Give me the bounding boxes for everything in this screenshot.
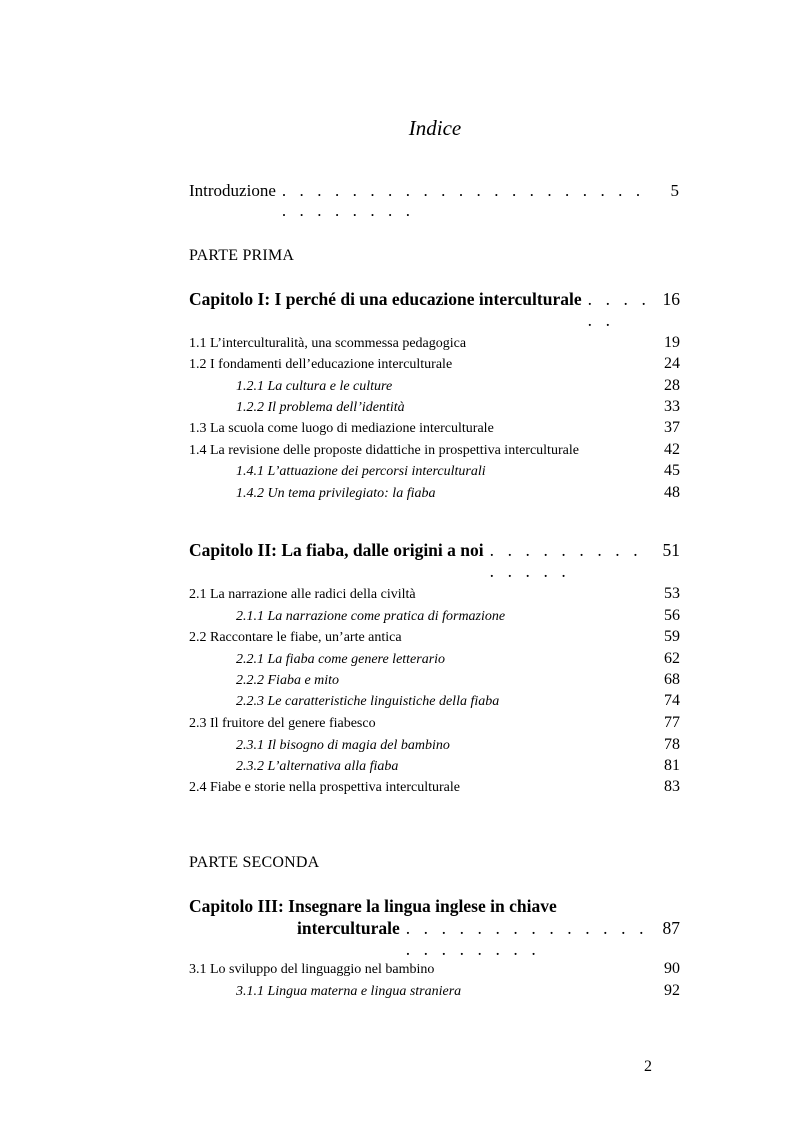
- chapter-label: Capitolo III: Insegnare la lingua inglese in chiave: [189, 896, 557, 916]
- toc-label: 2.2 Raccontare le fiabe, un’arte antica: [189, 630, 402, 645]
- toc-page: 53: [664, 585, 680, 602]
- toc-page: 59: [664, 628, 680, 645]
- toc-entry: [189, 628, 680, 646]
- toc-page: 48: [664, 484, 680, 501]
- toc-subentry: [236, 736, 680, 754]
- toc-label: 2.2.1 La fiaba come genere letterario: [236, 652, 446, 667]
- toc-page: 81: [664, 757, 680, 774]
- toc-subentry: [236, 982, 680, 1000]
- toc-page: 56: [664, 607, 680, 624]
- chapter-label: interculturale: [297, 918, 400, 938]
- toc-subentry: [236, 462, 680, 480]
- toc-label: 3.1 Lo sviluppo del linguaggio nel bambino: [189, 962, 435, 977]
- toc-label: 3.1.1 Lingua materna e lingua straniera: [236, 984, 462, 999]
- toc-label: 2.1.1 La narrazione come pratica di formazione: [236, 609, 506, 624]
- toc-page: 24: [664, 355, 680, 372]
- toc-entry: [189, 419, 680, 437]
- toc-label: 2.3.2 L’alternativa alla fiaba: [236, 759, 399, 774]
- toc-label: 2.2.3 Le caratteristiche linguistiche della fiaba: [236, 694, 500, 709]
- toc-entry: [189, 355, 680, 373]
- toc-subentry: [236, 377, 680, 395]
- chapter-heading-1: [189, 289, 680, 331]
- toc-page: 90: [664, 960, 680, 977]
- chapter-heading-2: [189, 540, 680, 582]
- toc-page: 45: [664, 462, 680, 479]
- toc-page: 68: [664, 671, 680, 688]
- page-title: Indice: [408, 116, 462, 140]
- chapter-label: Capitolo I: I perché di una educazione interculturale: [189, 289, 582, 309]
- toc-label: 1.2 I fondamenti dell’educazione interculturale: [189, 357, 453, 372]
- chapter-heading-3-line1: [189, 896, 680, 917]
- toc-subentry: [236, 650, 680, 668]
- toc-page: 78: [664, 736, 680, 753]
- toc-page: 42: [664, 441, 680, 458]
- chapter-label: Capitolo II: La fiaba, dalle origini a noi: [189, 540, 484, 560]
- chapter-page: 51: [662, 540, 680, 560]
- toc-label: 2.1 La narrazione alle radici della civiltà: [189, 587, 416, 602]
- toc-page: 37: [664, 419, 680, 436]
- toc-page: 77: [664, 714, 680, 731]
- page-number: 2: [644, 1058, 652, 1075]
- toc-entry: [189, 441, 680, 459]
- chapter-heading-3-line2: [297, 918, 680, 960]
- toc-label: 1.2.2 Il problema dell’identità: [236, 400, 405, 415]
- toc-subentry: [236, 607, 680, 625]
- toc-page: 74: [664, 692, 680, 709]
- toc-label: Introduzione: [189, 181, 276, 200]
- toc-subentry: [236, 398, 680, 416]
- toc-label: 2.2.2 Fiaba e mito: [236, 673, 340, 688]
- leader-dots: . . . . . . . . . . . . . . . . . . . . . .: [405, 918, 649, 959]
- toc-label: 1.1 L’interculturalità, una scommessa pedagogica: [189, 336, 467, 351]
- toc-subentry: [236, 692, 680, 710]
- toc-introduction: [189, 181, 679, 221]
- leader-dots: . . . . . . . . . . . . . .: [489, 540, 643, 581]
- part-heading-1: PARTE PRIMA: [189, 247, 295, 264]
- toc-subentry: [236, 671, 680, 689]
- part-heading-2: PARTE SECONDA: [189, 854, 320, 871]
- toc-label: 2.3.1 Il bisogno di magia del bambino: [236, 738, 450, 753]
- toc-subentry: [236, 757, 680, 775]
- toc-label: 2.3 Il fruitore del genere fiabesco: [189, 716, 376, 731]
- leader-dots: . . . . . .: [587, 289, 651, 330]
- toc-entry: [189, 714, 680, 732]
- toc-page: 62: [664, 650, 680, 667]
- toc-label: 1.3 La scuola come luogo di mediazione interculturale: [189, 421, 494, 436]
- toc-label: 1.4 La revisione delle proposte didattiche in prospettiva interculturale: [189, 443, 579, 458]
- toc-entry: [189, 778, 680, 796]
- toc-page: 33: [664, 398, 680, 415]
- toc-page: 92: [664, 982, 680, 999]
- chapter-page: 87: [662, 918, 680, 938]
- toc-label: 1.2.1 La cultura e le culture: [236, 379, 393, 394]
- toc-page: 19: [664, 334, 680, 351]
- toc-label: 1.4.2 Un tema privilegiato: la fiaba: [236, 486, 436, 501]
- toc-page: 28: [664, 377, 680, 394]
- toc-label: 2.4 Fiabe e storie nella prospettiva interculturale: [189, 780, 460, 795]
- toc-entry: [189, 334, 680, 352]
- toc-entry: [189, 960, 680, 978]
- toc-page: 83: [664, 778, 680, 795]
- chapter-page: 16: [662, 289, 680, 309]
- toc-label: 1.4.1 L’attuazione dei percorsi interculturali: [236, 464, 486, 479]
- toc-subentry: [236, 484, 680, 502]
- leader-dots: . . . . . . . . . . . . . . . . . . . . . . . . . . . . .: [281, 181, 645, 220]
- toc-entry: [189, 585, 680, 603]
- toc-page: 5: [670, 181, 679, 200]
